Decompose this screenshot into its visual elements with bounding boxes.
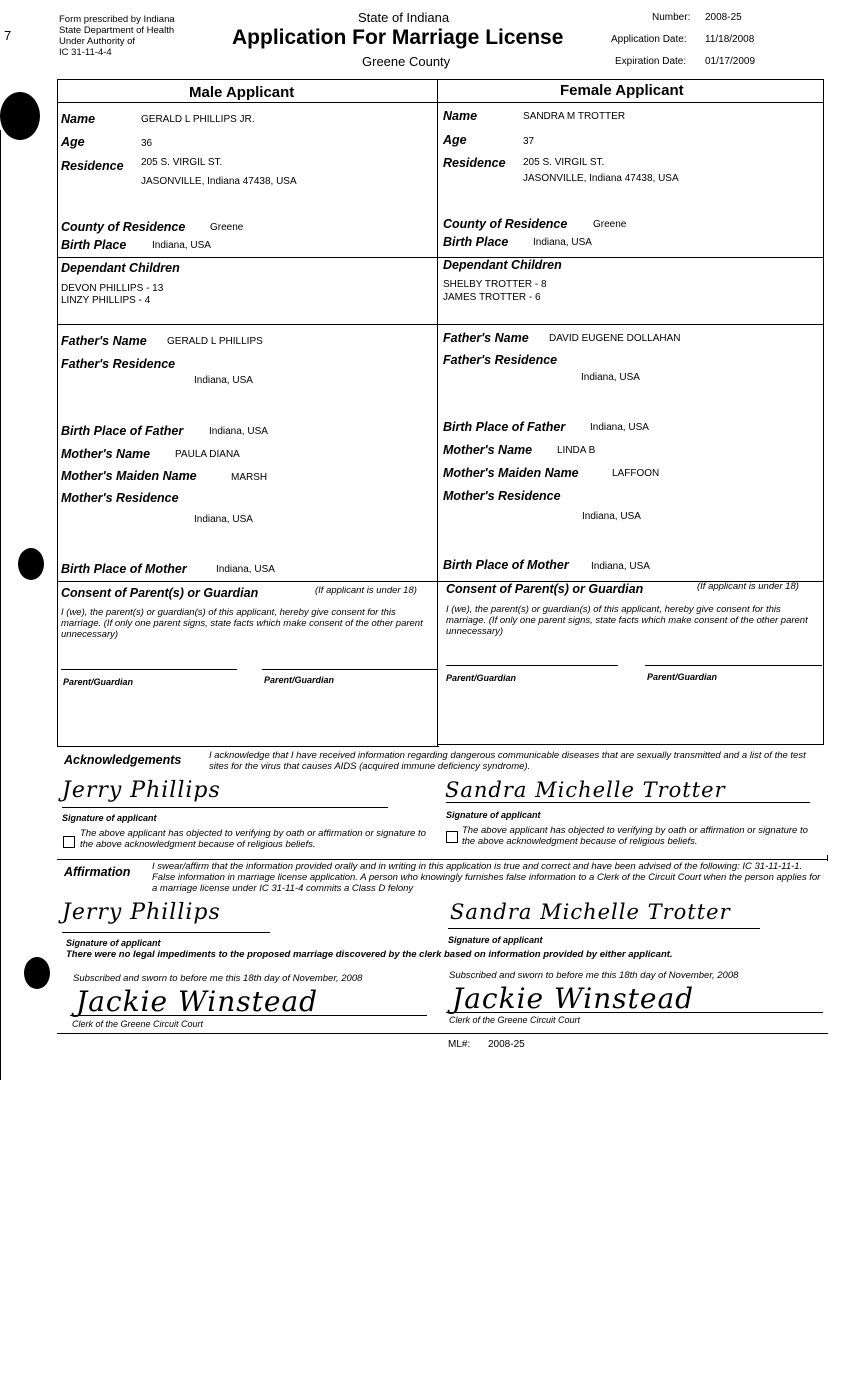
male-children-label: Dependant Children bbox=[61, 261, 180, 275]
female-mothers-residence-value: Indiana, USA bbox=[582, 511, 641, 522]
female-county-label: County of Residence bbox=[443, 217, 568, 231]
frame-left bbox=[57, 79, 58, 746]
male-consent-note: (If applicant is under 18) bbox=[315, 585, 417, 596]
male-fathers-residence-label: Father's Residence bbox=[61, 357, 176, 371]
female-name-value: SANDRA M TROTTER bbox=[523, 111, 626, 122]
female-residence-line2: JASONVILLE, Indiana 47438, USA bbox=[523, 173, 679, 184]
affirmation-divider bbox=[57, 859, 828, 860]
female-name-label: Name bbox=[443, 109, 478, 123]
female-clerk-signature: Jackie Winstead bbox=[452, 982, 695, 1015]
male-birthplace-father-value: Indiana, USA bbox=[209, 426, 268, 437]
female-birthplace-value: Indiana, USA bbox=[533, 237, 592, 248]
affirmation-label: Affirmation bbox=[64, 865, 131, 879]
female-birthplace-father-label: Birth Place of Father bbox=[443, 420, 566, 434]
application-date-label: Application Date: bbox=[611, 34, 687, 45]
female-residence-line1: 205 S. VIRGIL ST. bbox=[523, 157, 605, 168]
parents-divider bbox=[57, 324, 824, 325]
no-impediments-text: There were no legal impediments to the proposed marriage discovered by the clerk based on information provided by either applicant. bbox=[66, 949, 673, 960]
female-objection-checkbox[interactable] bbox=[446, 831, 458, 843]
male-clerk-line bbox=[70, 1015, 427, 1016]
female-aff-signature: Sandra Michelle Trotter bbox=[450, 900, 731, 924]
male-name-value: GERALD L PHILLIPS JR. bbox=[141, 114, 255, 125]
female-fathers-residence-label: Father's Residence bbox=[443, 353, 558, 367]
female-consent-note: (If applicant is under 18) bbox=[697, 581, 799, 592]
ack-right bbox=[827, 855, 828, 861]
male-guardian-label-1: Parent/Guardian bbox=[63, 677, 134, 687]
female-consent-text: I (we), the parent(s) or guardian(s) of this applicant, hereby give consent for this marriage. (If only one parent signs, state facts which make consent of the other parent unnecessary) bbox=[446, 604, 808, 637]
male-fathers-name-value: GERALD L PHILLIPS bbox=[167, 336, 263, 347]
female-aff-sign-line bbox=[448, 928, 760, 929]
female-clerk-label: Clerk of the Greene Circuit Court bbox=[449, 1015, 581, 1025]
frame-right bbox=[823, 79, 824, 745]
female-ack-sign-line bbox=[446, 802, 810, 803]
affirmation-text: I swear/affirm that the information provided orally and in writing in this application is true and correct and have been advised of the following: IC 31-11-11-1. False information in marriage license application. A person who knowingly furnishes false information to a Clerk of the Circuit Court when the person applies for a marriage license under IC 31-11-4 commits a Class D felony bbox=[152, 861, 821, 894]
male-mothers-residence-value: Indiana, USA bbox=[194, 514, 253, 525]
male-clerk-signature: Jackie Winstead bbox=[76, 985, 319, 1018]
male-objection-text: The above applicant has objected to verifying by oath or affirmation or signature to the above acknowledgment because of religious beliefs. bbox=[80, 828, 426, 850]
male-aff-sign-label: Signature of applicant bbox=[66, 938, 161, 948]
male-applicant-heading: Male Applicant bbox=[189, 84, 295, 101]
female-residence-label: Residence bbox=[443, 156, 506, 170]
male-aff-signature: Jerry Phillips bbox=[62, 900, 221, 925]
male-consent-label: Consent of Parent(s) or Guardian bbox=[61, 586, 259, 600]
expiration-date-value: 01/17/2009 bbox=[705, 56, 756, 67]
female-fathers-residence-value: Indiana, USA bbox=[581, 372, 640, 383]
female-consent-label: Consent of Parent(s) or Guardian bbox=[446, 582, 644, 596]
female-mothers-maiden-label: Mother's Maiden Name bbox=[443, 466, 579, 480]
male-mothers-name-label: Mother's Name bbox=[61, 447, 151, 461]
male-mothers-name-value: PAULA DIANA bbox=[175, 449, 240, 460]
male-ack-signature: Jerry Phillips bbox=[62, 778, 221, 803]
female-ack-sign-label: Signature of applicant bbox=[446, 810, 541, 820]
female-children-label: Dependant Children bbox=[443, 258, 562, 272]
consent-bottom bbox=[438, 744, 824, 745]
female-birthplace-father-value: Indiana, USA bbox=[590, 422, 649, 433]
male-guardian-line-2 bbox=[262, 669, 437, 670]
female-mothers-name-label: Mother's Name bbox=[443, 443, 533, 457]
expiration-date-label: Expiration Date: bbox=[615, 56, 687, 67]
female-birthplace-mother-label: Birth Place of Mother bbox=[443, 558, 569, 572]
county-label: Greene County bbox=[362, 54, 451, 69]
male-consent-text: I (we), the parent(s) or guardian(s) of this applicant, hereby give consent for this marriage. (If only one parent signs, state facts which make consent of the other parent unnecessary) bbox=[61, 607, 423, 640]
female-mothers-name-value: LINDA B bbox=[557, 445, 596, 456]
male-birthplace-mother-label: Birth Place of Mother bbox=[61, 562, 187, 576]
male-fathers-name-label: Father's Name bbox=[61, 334, 147, 348]
column-divider bbox=[437, 79, 438, 747]
male-county-value: Greene bbox=[210, 222, 244, 233]
male-ack-sign-line bbox=[62, 807, 388, 808]
ml-number-label: ML#: bbox=[448, 1039, 471, 1050]
male-birthplace-father-label: Birth Place of Father bbox=[61, 424, 184, 438]
left-edge-line bbox=[0, 130, 1, 1080]
female-fathers-name-value: DAVID EUGENE DOLLAHAN bbox=[549, 333, 681, 344]
male-mothers-residence-label: Mother's Residence bbox=[61, 491, 179, 505]
male-name-label: Name bbox=[61, 112, 96, 126]
male-birthplace-value: Indiana, USA bbox=[152, 240, 211, 251]
male-child-1: DEVON PHILLIPS - 13 bbox=[61, 283, 164, 294]
female-guardian-line-2 bbox=[645, 665, 822, 666]
female-mothers-residence-label: Mother's Residence bbox=[443, 489, 561, 503]
female-age-label: Age bbox=[443, 133, 467, 147]
page-title: Application For Marriage License bbox=[232, 26, 564, 49]
state-label: State of Indiana bbox=[358, 10, 450, 25]
male-ack-sign-label: Signature of applicant bbox=[62, 813, 157, 823]
female-mothers-maiden-value: LAFFOON bbox=[612, 468, 660, 479]
scan-blot bbox=[0, 92, 40, 140]
female-applicant-heading: Female Applicant bbox=[560, 82, 684, 99]
male-residence-line2: JASONVILLE, Indiana 47438, USA bbox=[141, 176, 297, 187]
male-aff-sign-line bbox=[62, 932, 270, 933]
bottom-line bbox=[57, 1033, 828, 1034]
female-clerk-line bbox=[446, 1012, 823, 1013]
children-divider bbox=[57, 257, 824, 258]
male-age-label: Age bbox=[61, 135, 85, 149]
female-ack-signature: Sandra Michelle Trotter bbox=[445, 778, 726, 802]
scan-blot bbox=[18, 548, 44, 580]
acknowledgements-label: Acknowledgements bbox=[64, 753, 182, 767]
male-mothers-maiden-value: MARSH bbox=[231, 472, 268, 483]
female-child-2: JAMES TROTTER - 6 bbox=[443, 292, 541, 303]
male-age-value: 36 bbox=[141, 138, 153, 149]
female-age-value: 37 bbox=[523, 136, 535, 147]
acknowledgement-text: I acknowledge that I have received information regarding dangerous communicable diseases that are sexually transmitted and a list of the test sites for the virus that causes AIDS (acquired immune deficiency syndrome). bbox=[209, 750, 806, 772]
scan-blot bbox=[24, 957, 50, 989]
male-birthplace-mother-value: Indiana, USA bbox=[216, 564, 275, 575]
male-clerk-label: Clerk of the Greene Circuit Court bbox=[72, 1019, 204, 1029]
female-child-1: SHELBY TROTTER - 8 bbox=[443, 279, 547, 290]
male-guardian-label-2: Parent/Guardian bbox=[264, 675, 335, 685]
female-fathers-name-label: Father's Name bbox=[443, 331, 529, 345]
frame-top bbox=[57, 79, 824, 80]
application-date-value: 11/18/2008 bbox=[705, 34, 755, 45]
male-birthplace-label: Birth Place bbox=[61, 238, 127, 252]
female-aff-sign-label: Signature of applicant bbox=[448, 935, 543, 945]
male-mothers-maiden-label: Mother's Maiden Name bbox=[61, 469, 197, 483]
female-guardian-label-1: Parent/Guardian bbox=[446, 673, 517, 683]
male-residence-line1: 205 S. VIRGIL ST. bbox=[141, 157, 223, 168]
male-residence-label: Residence bbox=[61, 159, 124, 173]
female-guardian-label-2: Parent/Guardian bbox=[647, 672, 718, 682]
header-divider bbox=[57, 102, 824, 103]
scan-mark: 7 bbox=[4, 28, 12, 43]
male-county-label: County of Residence bbox=[61, 220, 186, 234]
male-guardian-line-1 bbox=[61, 669, 237, 670]
male-objection-checkbox[interactable] bbox=[63, 836, 75, 848]
female-birthplace-label: Birth Place bbox=[443, 235, 509, 249]
female-county-value: Greene bbox=[593, 219, 627, 230]
number-label: Number: bbox=[652, 12, 691, 23]
female-objection-text: The above applicant has objected to verifying by oath or affirmation or signature to the above acknowledgment because of religious beliefs. bbox=[462, 825, 808, 847]
female-guardian-line-1 bbox=[446, 665, 618, 666]
male-fathers-residence-value: Indiana, USA bbox=[194, 375, 253, 386]
number-value: 2008-25 bbox=[705, 12, 742, 23]
female-birthplace-mother-value: Indiana, USA bbox=[591, 561, 650, 572]
ack-divider bbox=[57, 746, 439, 747]
ml-number-value: 2008-25 bbox=[488, 1039, 525, 1050]
female-subscribed-text: Subscribed and sworn to before me this 18th day of November, 2008 bbox=[449, 970, 739, 981]
male-subscribed-text: Subscribed and sworn to before me this 18th day of November, 2008 bbox=[73, 973, 363, 984]
authority-block: Form prescribed by Indiana State Department of Health Under Authority of IC 31-11-4-4 bbox=[59, 14, 175, 58]
male-child-2: LINZY PHILLIPS - 4 bbox=[61, 295, 151, 306]
